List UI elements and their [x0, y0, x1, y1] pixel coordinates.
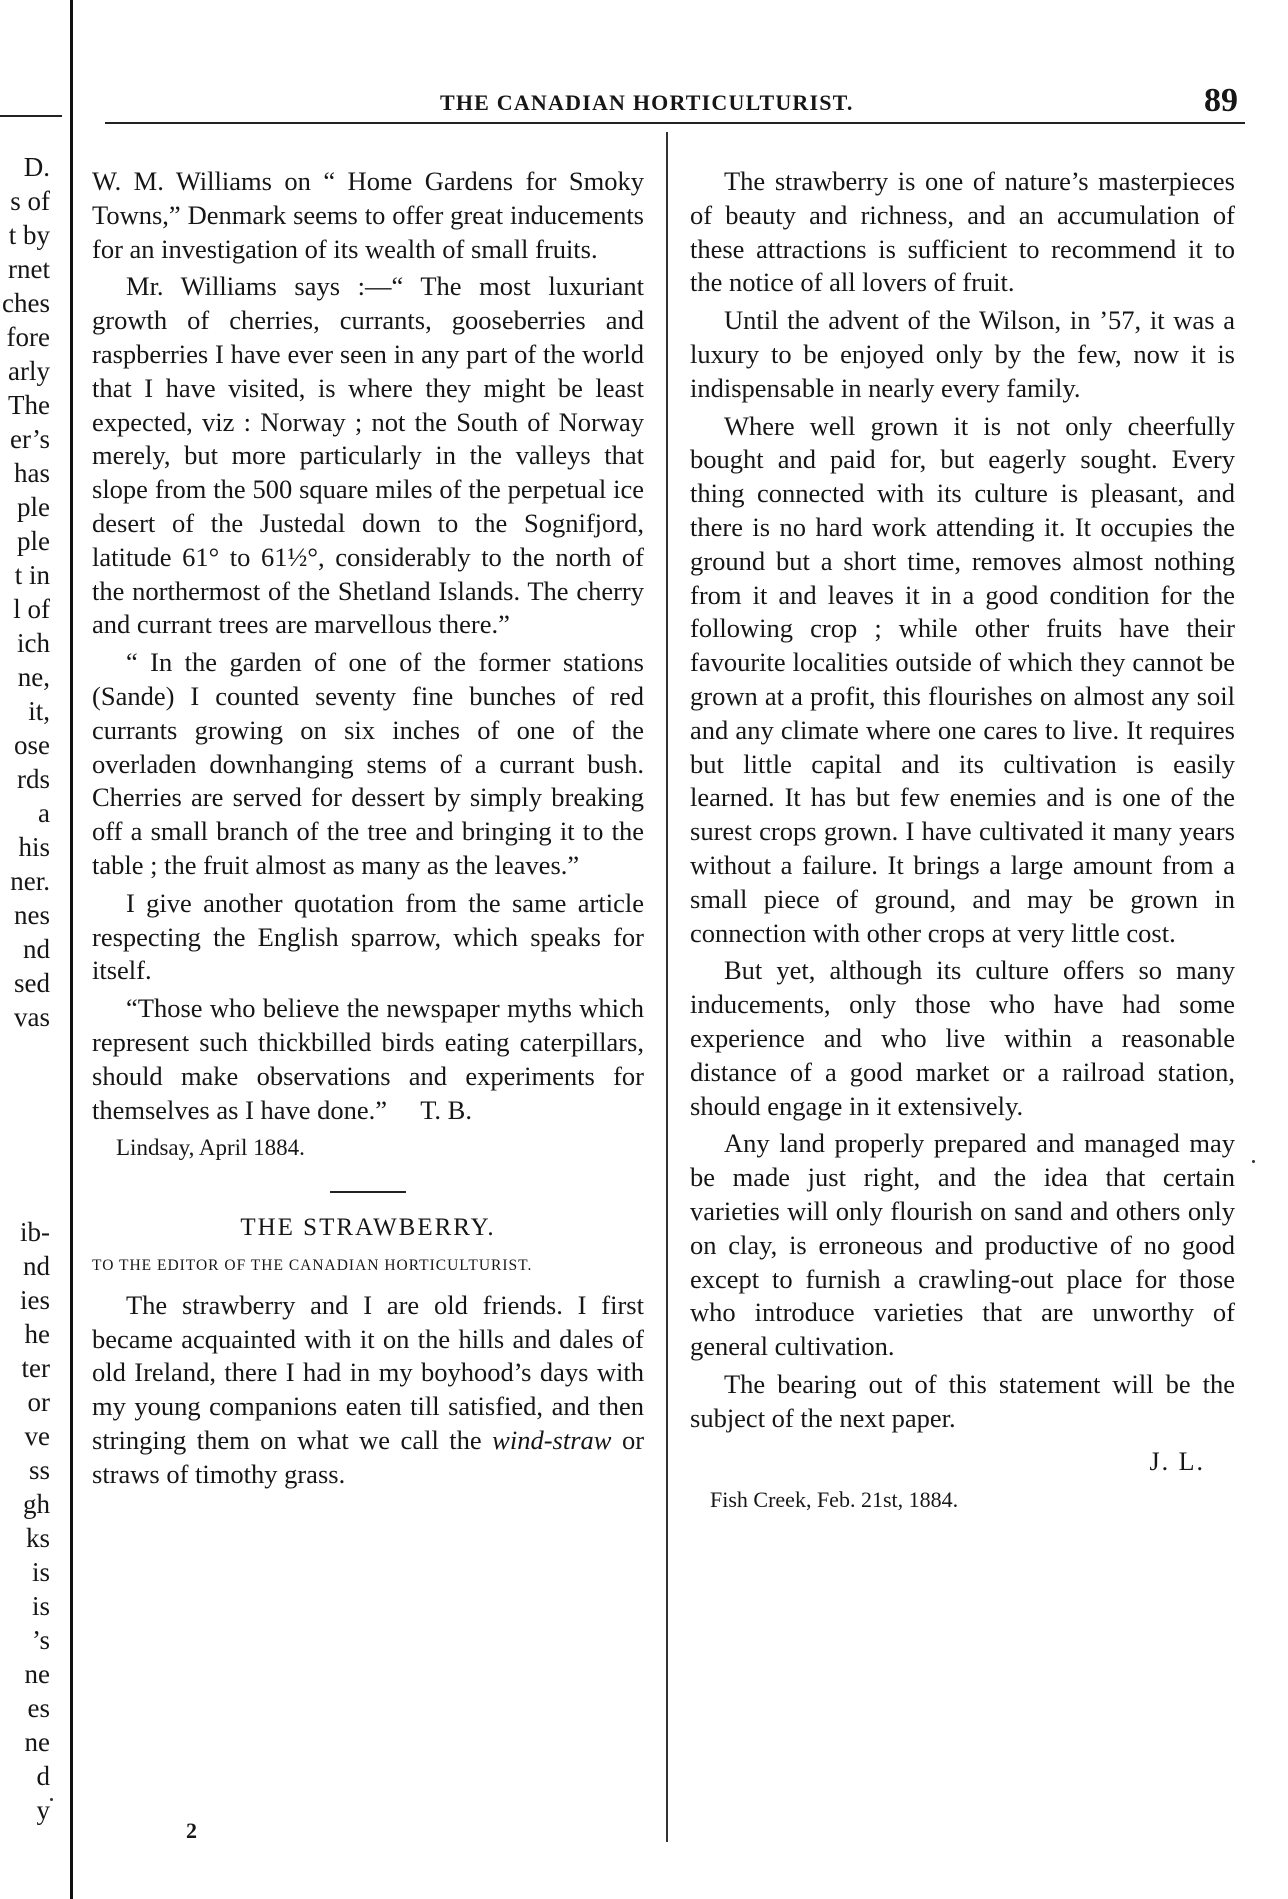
cropped-word-fragment: es [27, 1693, 50, 1723]
dateline: Lindsay, April 1884. [116, 1135, 305, 1161]
cropped-word-fragment: a [38, 798, 50, 828]
cropped-word-fragment: s of [10, 186, 50, 216]
cropped-word-fragment: t in [14, 560, 50, 590]
signature-mark: 2 [186, 1818, 197, 1843]
cropped-word-fragment: vas [14, 1002, 50, 1032]
cropped-word-fragment: is [31, 1557, 50, 1587]
paragraph: Mr. Williams says :—“ The most luxuriant growth of cherries, currants, gooseberries and raspberries I have ever seen in any part of the world that I have visited, is where they might be least expected, viz : Norway ; not the South of Norway merely, but more particularly in the valleys that slope from the 500 square miles of the perpetual ice desert of the Justedal down to the Sognifjord, latitude 61° to 61½°, considerably to the north of the northermost of the Shetland Islands. The cherry and currant trees are marvellous there.” [92, 271, 644, 640]
running-head [100, 82, 1250, 122]
cropped-word-fragment: ne, [17, 662, 50, 692]
cropped-word-fragment: ches [2, 288, 50, 318]
paragraph: The strawberry is one of nature’s masterpieces of beauty and richness, and an accumulation of these attractions is sufficient to recommend it to the notice of all lovers of fruit. [690, 166, 1235, 298]
cropped-word-fragment: or [27, 1387, 50, 1417]
cropped-word-fragment: has [14, 458, 50, 488]
cropped-word-fragment: ner. [10, 866, 50, 896]
left-column [92, 165, 644, 1495]
cropped-word-fragment: ss [28, 1455, 50, 1485]
cropped-word-fragment: ter [21, 1353, 50, 1383]
cropped-word-fragment: y [36, 1795, 50, 1825]
cropped-word-fragment: d [36, 1761, 50, 1791]
cropped-word-fragment: l of [13, 594, 50, 624]
left-margin-cropped-column [0, 0, 62, 1899]
cropped-word-fragment: ’s [31, 1625, 50, 1655]
cropped-word-fragment: ich [17, 628, 50, 658]
paragraph: W. M. Williams on “ Home Gardens for Smoky Towns,” Denmark seems to offer great inducements for an investigation of its wealth of small fruits. [92, 166, 644, 264]
page-gutter-line [70, 0, 73, 1899]
cropped-word-fragment: nd [23, 934, 50, 964]
cropped-word-fragment: The [8, 390, 50, 420]
paragraph: But yet, although its culture offers so many inducements, only those who have had some experience and who live within a reasonable distance of a good market or a railroad station, should engage in it extensively. [690, 955, 1235, 1121]
cropped-word-fragment: t by [8, 220, 50, 250]
quotation-text: “Those who believe the newspaper myths which represent such thickbilled birds eating caterpillars, should make observations and experiments for themselves as I have done.” [92, 993, 644, 1125]
cropped-text-block-upper [0, 150, 50, 1034]
right-column [690, 165, 1235, 1521]
cropped-word-fragment: ies [20, 1285, 50, 1315]
paragraph: Where well grown it is not only cheerfully bought and paid for, but eagerly sought. Every thing connected with its culture is pleasant, and there is no hard work attending it. It occupies the ground but a short time, removes almost nothing from it and leaves it in a good condition for the following crop ; while other fruits have their favourite localities outside of which they cannot be grown at a profit, this flourishes on almost any soil and any climate where one cares to live. It requires but little capital and its cultivation is easily learned. It has but few enemies and is one of the surest crops grown. I have cultivated it many years without a failure. It brings a large amount from a small piece of ground, and may be grown in connection with other crops at very little cost. [690, 410, 1235, 948]
cropped-word-fragment: fore [6, 322, 50, 352]
section-rule [330, 1191, 406, 1193]
cropped-word-fragment: rnet [8, 254, 50, 284]
paragraph: Any land properly prepared and managed may be made just right, and the idea that certain varieties will only flourish on sand and others only on clay, is erroneous and productive of no good except to furnish a crawling-out place for those who introduce varieties that are unworthy of general cultivation. [690, 1128, 1235, 1362]
cropped-word-fragment: nes [14, 900, 50, 930]
cropped-word-fragment: er’s [10, 424, 50, 454]
left-column-rule [0, 115, 62, 117]
cropped-text-block-lower [0, 1215, 50, 1827]
paragraph: The bearing out of this statement will be the subject of the next paper. [690, 1368, 1235, 1433]
cropped-word-fragment: ple [17, 492, 50, 522]
paragraph-text-end: or straws of timothy grass. [92, 1424, 645, 1489]
column-divider [666, 132, 668, 1842]
cropped-word-fragment: ose [14, 730, 50, 760]
print-speck [1252, 1160, 1255, 1163]
header-rule [105, 122, 1245, 124]
cropped-word-fragment: ple [17, 526, 50, 556]
cropped-word-fragment: his [18, 832, 50, 862]
print-speck [50, 1798, 53, 1801]
page-number: 89 [1204, 82, 1238, 119]
cropped-word-fragment: he [24, 1319, 50, 1349]
author-initials: J. L. [1149, 1447, 1205, 1477]
cropped-word-fragment: ne [24, 1659, 50, 1689]
cropped-word-fragment: ve [24, 1421, 50, 1451]
cropped-word-fragment: sed [14, 968, 50, 998]
paragraph: Until the advent of the Wilson, in ’57, it was a luxury to be enjoyed only by the few, now it is indispensable in nearly every family. [690, 305, 1235, 403]
cropped-word-fragment: ib- [20, 1217, 50, 1247]
cropped-word-fragment: D. [23, 152, 50, 182]
italic-term: wind-straw [492, 1424, 612, 1455]
paragraph: I give another quotation from the same article respecting the English sparrow, which speaks for itself. [92, 887, 644, 986]
cropped-word-fragment: ne [24, 1727, 50, 1757]
paragraph [92, 1289, 644, 1492]
cropped-word-fragment: rds [17, 764, 50, 794]
cropped-word-fragment: arly [8, 356, 50, 386]
author-initials: T. B. [420, 1094, 472, 1125]
cropped-word-fragment: it, [28, 696, 50, 726]
paragraph-text: The strawberry and I are old friends. I first became acquainted with it on the hills and dales of old Ireland, there I had in my boyhood’s days with my young companions eaten till satisfied, and then stringing them on what we call the [92, 1289, 644, 1455]
article-title: THE STRAWBERRY. [240, 1214, 496, 1242]
journal-title: THE CANADIAN HORTICULTURIST. [440, 90, 854, 115]
article-subtitle: TO THE EDITOR OF THE CANADIAN HORTICULTURIST. [92, 1256, 533, 1274]
cropped-word-fragment: is [31, 1591, 50, 1621]
cropped-word-fragment: ks [25, 1523, 50, 1553]
paragraph: “ In the garden of one of the former stations (Sande) I counted seventy fine bunches of red currants growing on six inches of one of the overladen downhanging stems of a currant bush. Cherries are served for dessert by simply breaking off a small branch of the tree and bringing it to the table ; the fruit almost as many as the leaves.” [92, 647, 644, 880]
dateline: Fish Creek, Feb. 21st, 1884. [710, 1487, 959, 1513]
paragraph [92, 992, 644, 1127]
cropped-word-fragment: gh [23, 1489, 50, 1519]
cropped-word-fragment: nd [23, 1251, 50, 1281]
